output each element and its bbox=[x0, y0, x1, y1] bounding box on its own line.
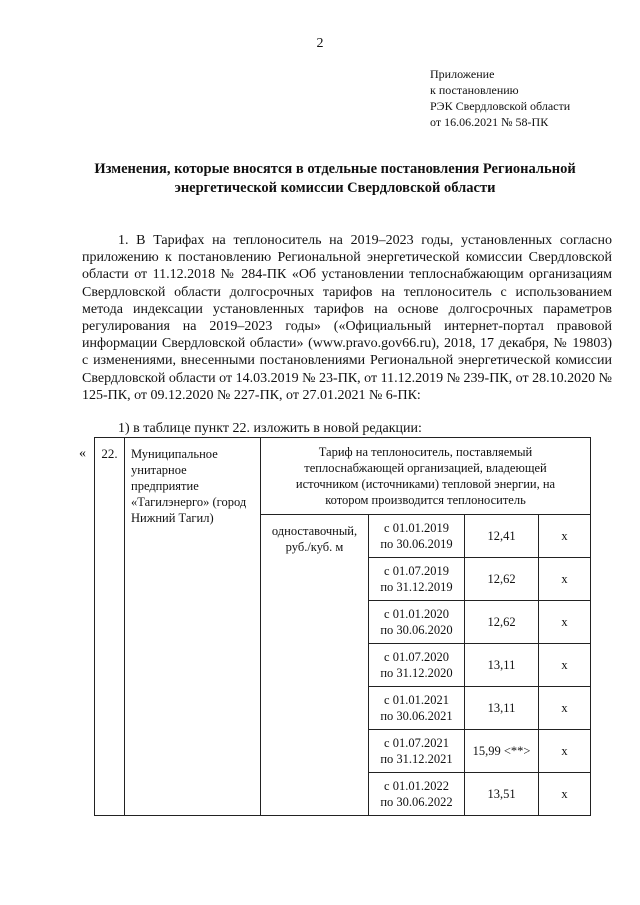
subparagraph: 1) в таблице пункт 22. изложить в новой редакции: bbox=[118, 421, 422, 436]
paragraph-text: 1. В Тарифах на теплоноситель на 2019–2023 годы, установленных согласно приложению к постановлению Региональной энергетической комиссии Свердловской области от 11.12.2018 № 284-ПК «Об установлении теплоснабжающим организациям Свердловской области долгосрочных тарифов на теплоноситель с использованием метода индексации установленных тарифов на основе долгосрочных параметров регулирования на 2019–2023 годы» («Официальный интернет-портал правовой информации Свердловской области» (www.pravo.gov66.ru), 2018, 17 декабря, № 19803) с изменениями, внесенными постановлениями Региональной энергетической комиссии Свердловской области от 14.03.2019 № 23-ПК, от 11.12.2019 № 239-ПК, от 28.10.2020 № 125-ПК, от 09.12.2020 № 227-ПК, от 27.01.2021 № 6-ПК: bbox=[82, 233, 612, 403]
period-cell bbox=[369, 515, 465, 558]
period-from: с 01.01.2020 bbox=[384, 607, 449, 621]
value-cell: 15,99 <**> bbox=[465, 730, 539, 773]
header-line: Тариф на теплоноситель, поставляемый bbox=[318, 445, 533, 459]
value-cell: 12,41 bbox=[465, 515, 539, 558]
period-cell bbox=[369, 558, 465, 601]
x-cell: х bbox=[539, 730, 591, 773]
heading-line: энергетической комиссии Свердловской области bbox=[174, 180, 496, 196]
tariff-type-line: одноставочный, bbox=[271, 524, 358, 538]
period-from: с 01.01.2022 bbox=[384, 779, 449, 793]
period-cell bbox=[369, 773, 465, 816]
row-number-cell: 22. bbox=[95, 438, 125, 816]
tariff-table bbox=[94, 437, 591, 816]
appendix-line: от 16.06.2021 № 58-ПК bbox=[430, 115, 549, 129]
header-line: теплоснабжающей организацией, владеющей bbox=[304, 461, 547, 475]
period-cell bbox=[369, 601, 465, 644]
organization-cell bbox=[125, 438, 261, 816]
organization-line: Муниципальное bbox=[131, 447, 218, 461]
period-to: по 31.12.2021 bbox=[380, 752, 453, 766]
x-cell: х bbox=[539, 515, 591, 558]
header-line: котором производится теплоноситель bbox=[325, 493, 526, 507]
period-to: по 31.12.2019 bbox=[380, 580, 453, 594]
period-cell bbox=[369, 687, 465, 730]
appendix-line: к постановлению bbox=[430, 83, 519, 97]
tariff-type-cell bbox=[261, 515, 369, 816]
value-cell: 13,51 bbox=[465, 773, 539, 816]
period-from: с 01.07.2020 bbox=[384, 650, 449, 664]
value-cell: 13,11 bbox=[465, 644, 539, 687]
x-cell: х bbox=[539, 644, 591, 687]
x-cell: х bbox=[539, 773, 591, 816]
period-cell bbox=[369, 644, 465, 687]
period-to: по 30.06.2022 bbox=[380, 795, 453, 809]
heading-line: Изменения, которые вносятся в отдельные постановления Региональной bbox=[94, 161, 576, 177]
period-to: по 30.06.2020 bbox=[380, 623, 453, 637]
period-cell bbox=[369, 730, 465, 773]
value-cell: 13,11 bbox=[465, 687, 539, 730]
x-cell: х bbox=[539, 558, 591, 601]
appendix-block bbox=[430, 66, 570, 130]
x-cell: х bbox=[539, 687, 591, 730]
period-from: с 01.07.2019 bbox=[384, 564, 449, 578]
period-to: по 31.12.2020 bbox=[380, 666, 453, 680]
tariff-type-line: руб./куб. м bbox=[285, 540, 344, 554]
appendix-line: Приложение bbox=[430, 67, 495, 81]
period-from: с 01.07.2021 bbox=[384, 736, 449, 750]
quote-open-mark: « bbox=[79, 446, 86, 461]
page-number: 2 bbox=[316, 36, 324, 51]
period-from: с 01.01.2021 bbox=[384, 693, 449, 707]
document-heading bbox=[70, 160, 600, 198]
organization-line: «Тагилэнерго» (город bbox=[131, 495, 247, 509]
x-cell: х bbox=[539, 601, 591, 644]
organization-line: унитарное bbox=[131, 463, 187, 477]
period-to: по 30.06.2019 bbox=[380, 537, 453, 551]
organization-line: предприятие bbox=[131, 479, 199, 493]
appendix-line: РЭК Свердловской области bbox=[430, 99, 571, 113]
header-line: источником (источниками) тепловой энергии, на bbox=[295, 477, 556, 491]
period-from: с 01.01.2019 bbox=[384, 521, 449, 535]
organization-line: Нижний Тагил) bbox=[131, 511, 214, 525]
value-cell: 12,62 bbox=[465, 601, 539, 644]
value-cell: 12,62 bbox=[465, 558, 539, 601]
period-to: по 30.06.2021 bbox=[380, 709, 453, 723]
paragraph-1 bbox=[82, 232, 612, 404]
tariff-header-cell bbox=[261, 438, 591, 515]
table-row bbox=[95, 438, 591, 515]
